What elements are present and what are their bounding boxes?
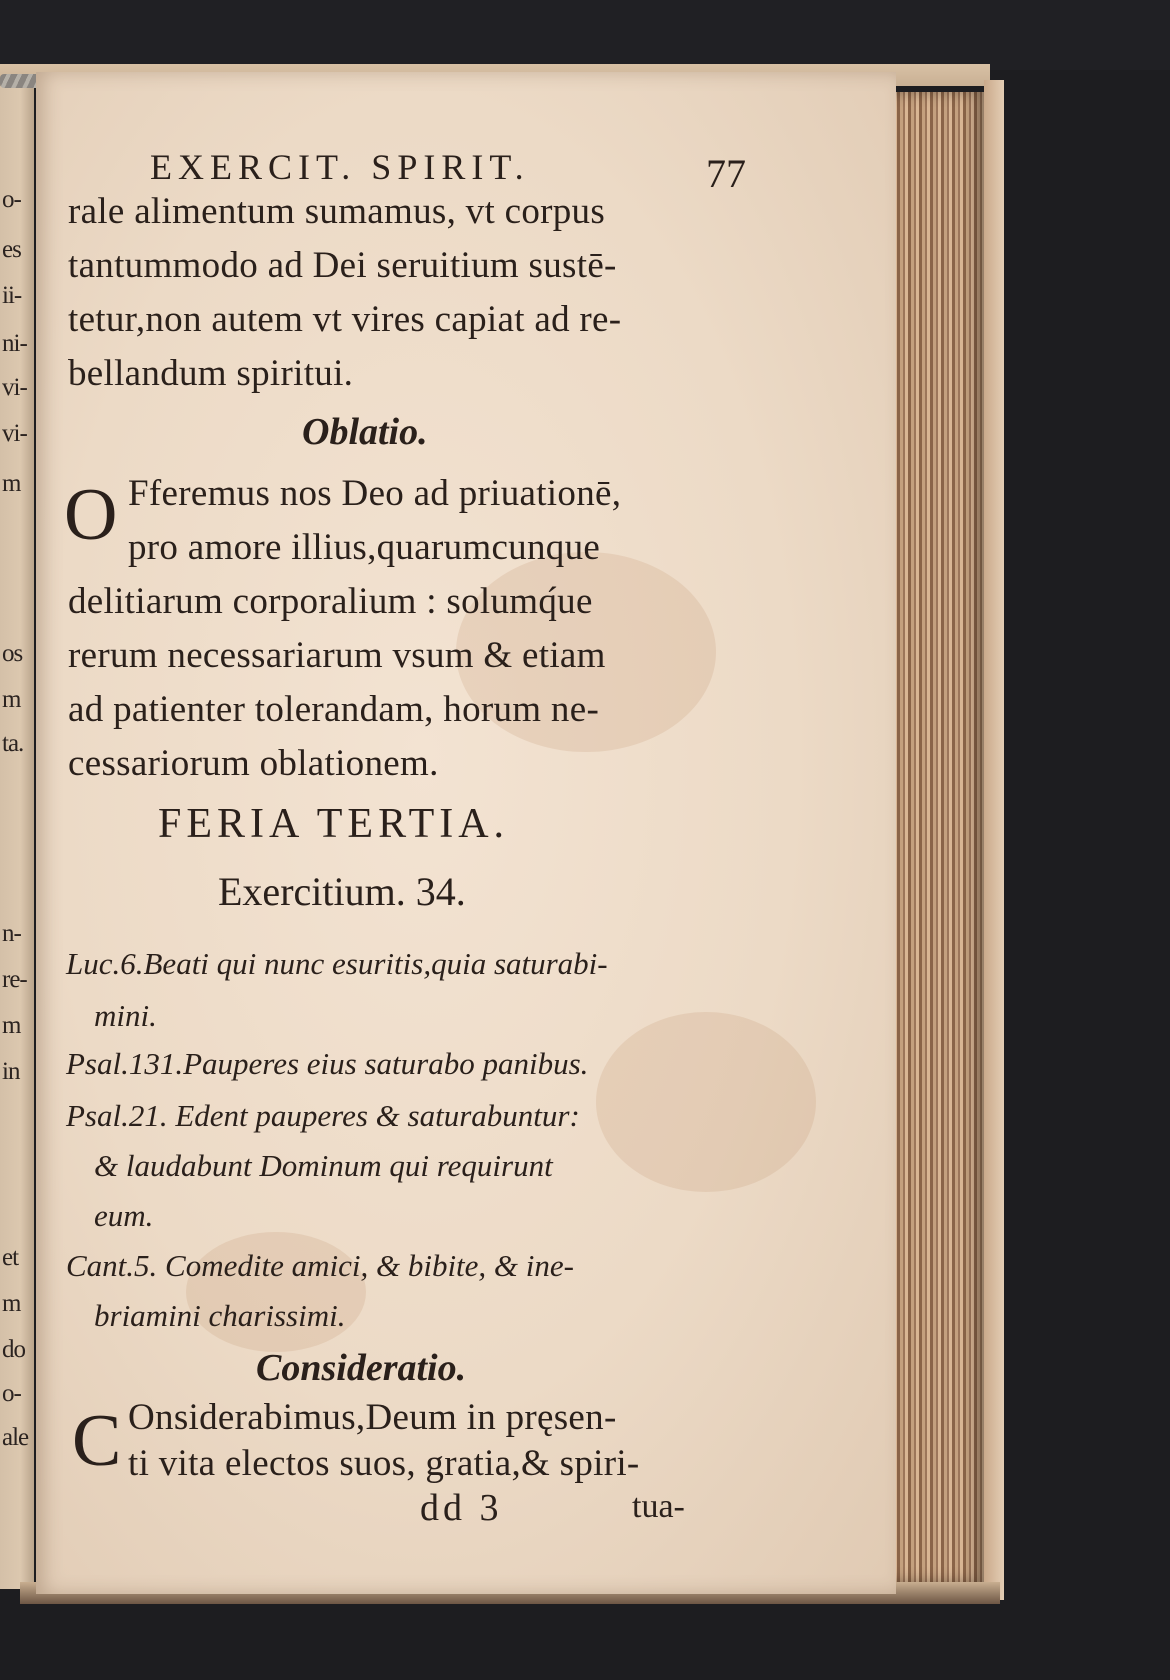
- facing-page-edge: [0, 86, 34, 1589]
- catchword: tua-: [632, 1488, 685, 1525]
- text-line: delitiarum corporalium : solumq́ue: [68, 581, 593, 622]
- facing-page-fragment: vi-: [2, 374, 27, 401]
- paper-stain: [596, 1012, 816, 1192]
- text-line: pro amore illius,quarumcunque: [128, 527, 601, 568]
- facing-page-fragment: es: [2, 236, 21, 263]
- facing-page-fragment: in: [2, 1058, 20, 1085]
- book-cover-edge: [984, 80, 1004, 1600]
- scripture-line: Cant.5. Comedite amici, & bibite, & ine-: [66, 1248, 574, 1283]
- text-line: tetur,non autem vt vires capiat ad re-: [68, 299, 622, 340]
- facing-page-fragment: m: [2, 1012, 21, 1039]
- exercise-title: Exercitium. 34.: [218, 869, 466, 914]
- scripture-line: briamini charissimi.: [94, 1298, 346, 1333]
- facing-page-fragment: m: [2, 686, 21, 713]
- facing-page-fragment: m: [2, 470, 21, 497]
- oblatio-heading: Oblatio.: [302, 411, 428, 453]
- book-fore-edge: [886, 92, 986, 1582]
- facing-page-fragment: o-: [2, 186, 21, 213]
- drop-cap: O: [64, 474, 118, 556]
- facing-page-fragment: ta.: [2, 730, 24, 757]
- scripture-line: mini.: [94, 998, 157, 1033]
- signature-mark: dd 3: [420, 1487, 503, 1529]
- text-line: rerum necessariarum vsum & etiam: [68, 635, 606, 676]
- text-line: bellandum spiritui.: [68, 353, 354, 394]
- text-line: ti vita electos suos, gratia,& spiri-: [128, 1443, 640, 1484]
- facing-page-fragment: o-: [2, 1380, 21, 1407]
- facing-page-fragment: ii-: [2, 282, 22, 309]
- scripture-line: & laudabunt Dominum qui requirunt: [94, 1148, 553, 1183]
- scripture-line: Luc.6.Beati qui nunc esuritis,quia saturabi-: [66, 946, 608, 981]
- facing-page-fragment: do: [2, 1336, 25, 1363]
- consideratio-heading: Consideratio.: [256, 1347, 467, 1389]
- section-title: FERIA TERTIA.: [158, 801, 510, 847]
- text-line: ad patienter tolerandam, horum ne-: [68, 689, 600, 730]
- facing-page-fragment: os: [2, 640, 23, 667]
- scripture-line: Psal.131.Pauperes eius saturabo panibus.: [66, 1046, 589, 1081]
- facing-page-fragment: ale: [2, 1424, 29, 1451]
- running-title: EXERCIT. SPIRIT.: [150, 147, 530, 187]
- facing-page-fragment: n-: [2, 920, 21, 947]
- facing-page-fragment: m: [2, 1290, 21, 1317]
- text-line: tantummodo ad Dei seruitium sustē-: [68, 245, 617, 286]
- facing-page-fragment: vi-: [2, 420, 27, 447]
- page-number: 77: [706, 151, 746, 196]
- text-line: cessariorum oblationem.: [68, 743, 439, 784]
- dark-backdrop: [0, 0, 1170, 70]
- text-line: Fferemus nos Deo ad priuationē,: [128, 473, 622, 514]
- text-line: rale alimentum sumamus, vt corpus: [68, 191, 606, 232]
- facing-page-fragment: et: [2, 1244, 19, 1271]
- scripture-line: eum.: [94, 1198, 154, 1233]
- facing-page-fragment: re-: [2, 966, 27, 993]
- drop-cap: C: [72, 1400, 122, 1482]
- facing-page-fragment: ni-: [2, 330, 27, 357]
- text-line: Onsiderabimus,Deum in pręsen-: [128, 1397, 617, 1438]
- scripture-line: Psal.21. Edent pauperes & saturabuntur:: [66, 1098, 580, 1133]
